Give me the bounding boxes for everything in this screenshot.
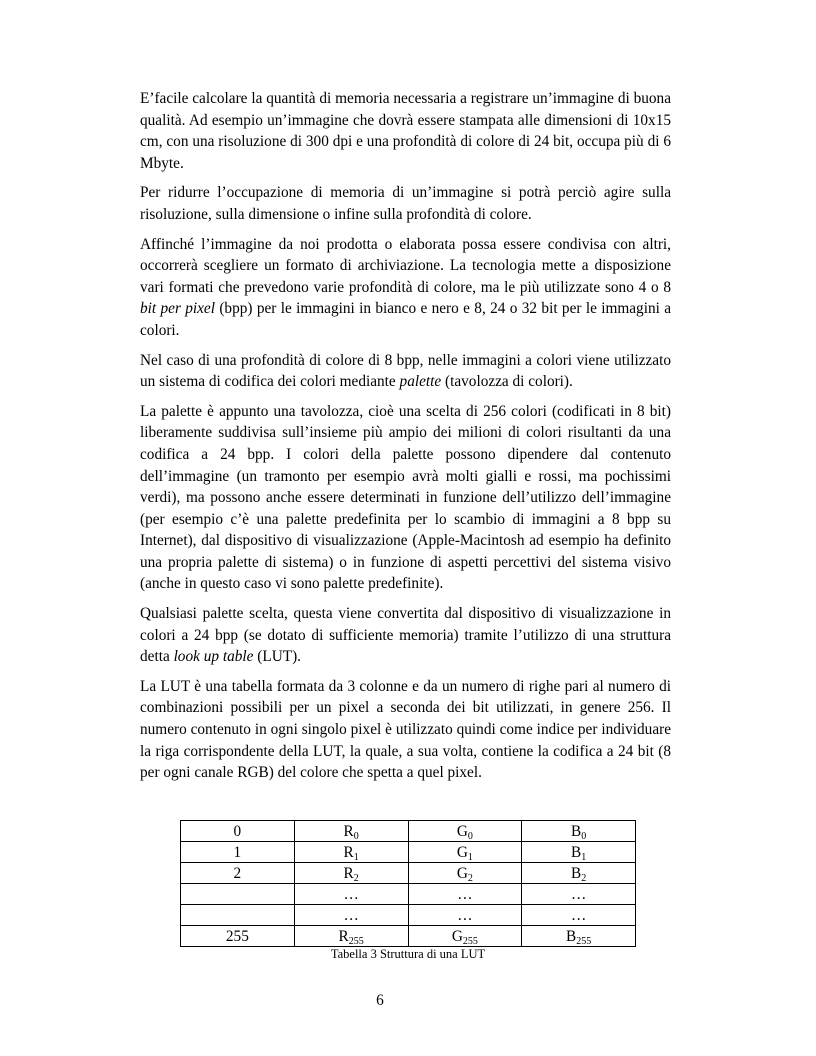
- cell-value: R: [343, 864, 354, 882]
- cell-subscript: 255: [348, 935, 364, 947]
- table-cell: [181, 884, 295, 905]
- text-run: La palette è appunto una tavolozza, cioè una scelta di 256 colori (codificati in 8 bit) liberamente suddivisa sull’insieme più ampio dei milioni di colori risultanti da una codifica a 24 bpp. I colori della palette possono dipendere dal contenuto dell’immagine (un tramonto per esempio avrà molti gialli e rossi, ma pochissimi verdi), ma possono anche essere determinati in funzione dell’utilizzo dell’immagine (per esempio c’è una palette predefinita per lo scambio di immagini a 8 bpp su Internet), dal dispositivo di visualizzazione (Apple-Macintosh ad esempio ha definito una propria palette di sistema) o in funzione di aspetti percettivi del sistema visivo (anche in questo caso vi sono palette predefinite).: [140, 402, 671, 593]
- cell-subscript: 1: [581, 851, 587, 863]
- table-cell: [522, 842, 636, 863]
- table-cell: [522, 884, 636, 905]
- cell-value: B: [571, 822, 582, 840]
- page-body: [140, 88, 671, 792]
- table-cell: [294, 821, 408, 842]
- cell-value: G: [456, 864, 468, 882]
- cell-value: 2: [233, 864, 242, 882]
- cell-subscript: 255: [576, 935, 592, 947]
- table-cell: [522, 821, 636, 842]
- table-row: [181, 905, 636, 926]
- cell-subscript: 255: [462, 935, 478, 947]
- cell-value: …: [343, 906, 359, 924]
- cell-value: B: [566, 927, 577, 945]
- table-cell: [408, 821, 522, 842]
- text-run: (tavolozza di colori).: [441, 373, 573, 391]
- table-cell: [522, 926, 636, 947]
- table-row: [181, 842, 636, 863]
- page-number: 6: [376, 992, 384, 1009]
- table-row: [181, 821, 636, 842]
- table-cell: [522, 905, 636, 926]
- cell-value: B: [571, 864, 582, 882]
- text-run: Nel caso di una profondità di colore di 8 bpp, nelle immagini a colori viene utilizzato un sistema di codifica dei colori mediante: [140, 351, 671, 391]
- paragraph: [140, 401, 671, 595]
- body-text: [140, 88, 671, 784]
- cell-subscript: 1: [467, 851, 473, 863]
- paragraph: [140, 350, 671, 393]
- table-cell: [408, 926, 522, 947]
- text-run: Affinché l’immagine da noi prodotta o elaborata possa essere condivisa con altri, occorrerà scegliere un formato di archiviazione. La tecnologia mette a disposizione vari formati che prevedono varie profondità di colore, ma le più utilizzate sono 4 o 8: [140, 235, 671, 296]
- cell-subscript: 0: [467, 830, 473, 842]
- italic-term: look up table: [173, 648, 254, 666]
- table-row: [181, 884, 636, 905]
- text-run: E’facile calcolare la quantità di memoria necessaria a registrare un’immagine di buona qualità. Ad esempio un’immagine che dovrà essere stampata alle dimensioni di 10x15 cm, con una risoluzione di 300 dpi e una profondità di colore di 24 bit, occupa più di 6 Mbyte.: [140, 90, 671, 172]
- cell-subscript: 2: [467, 872, 473, 884]
- cell-value: 1: [233, 843, 242, 861]
- cell-value: …: [343, 885, 359, 903]
- table-cell: [181, 821, 295, 842]
- text-run: (LUT).: [253, 648, 302, 666]
- text-run: Qualsiasi palette scelta, questa viene convertita dal dispositivo di visualizzazione in colori a 24 bpp (se dotato di sufficiente memoria) tramite l’utilizzo di una struttura detta: [140, 605, 671, 666]
- table-cell: [181, 863, 295, 884]
- cell-subscript: 0: [581, 830, 587, 842]
- text-run: (bpp) per le immagini in bianco e nero e 8, 24 o 32 bit per le immagini a colori.: [140, 300, 671, 339]
- cell-value: …: [457, 906, 473, 924]
- paragraph: [140, 603, 671, 668]
- cell-value: B: [571, 843, 582, 861]
- table-cell: [294, 842, 408, 863]
- paragraph: [140, 88, 671, 174]
- table-cell: [408, 842, 522, 863]
- text-run: La LUT è una tabella formata da 3 colonne e da un numero di righe pari al numero di combinazioni possibili per un pixel a seconda dei bit utilizzati, in genere 256. Il numero contenuto in ogni singolo pixel è utilizzato quindi come indice per individuare la riga corrispondente della LUT, la quale, a sua volta, contiene la codifica a 24 bit (8 per ogni canale RGB) del colore che spetta a quel pixel.: [140, 677, 671, 782]
- table-cell: [294, 926, 408, 947]
- italic-term: palette: [399, 373, 442, 391]
- table-caption: Tabella 3 Struttura di una LUT: [330, 947, 486, 961]
- paragraph: [140, 182, 671, 225]
- table-cell: [522, 863, 636, 884]
- table-cell: [181, 842, 295, 863]
- lut-table-block: [180, 820, 636, 962]
- table-cell: [408, 905, 522, 926]
- table-cell: [294, 863, 408, 884]
- table-row: [181, 863, 636, 884]
- cell-value: G: [451, 927, 463, 945]
- table-cell: [408, 884, 522, 905]
- table-cell: [408, 863, 522, 884]
- table-cell: [181, 905, 295, 926]
- cell-value: …: [570, 906, 587, 924]
- cell-value: R: [343, 822, 354, 840]
- paragraph: [140, 676, 671, 784]
- lut-table: [180, 820, 636, 947]
- table-cell: [294, 884, 408, 905]
- cell-value: G: [456, 822, 468, 840]
- italic-term: bit per pixel: [140, 300, 215, 318]
- text-run: Per ridurre l’occupazione di memoria di un’immagine si potrà perciò agire sulla risoluzione, sulla dimensione o infine sulla profondità di colore.: [140, 184, 671, 223]
- cell-value: 0: [233, 822, 242, 840]
- cell-value: 255: [225, 927, 249, 945]
- table-cell: [294, 905, 408, 926]
- cell-value: R: [343, 843, 354, 861]
- table-cell: [181, 926, 295, 947]
- cell-value: R: [338, 927, 349, 945]
- table-row: [181, 926, 636, 947]
- cell-subscript: 2: [353, 872, 359, 884]
- cell-subscript: 0: [353, 830, 359, 842]
- cell-value: …: [570, 885, 587, 903]
- cell-value: …: [457, 885, 473, 903]
- cell-value: G: [456, 843, 468, 861]
- cell-subscript: 1: [353, 851, 359, 863]
- paragraph: [140, 234, 671, 342]
- cell-subscript: 2: [581, 872, 587, 884]
